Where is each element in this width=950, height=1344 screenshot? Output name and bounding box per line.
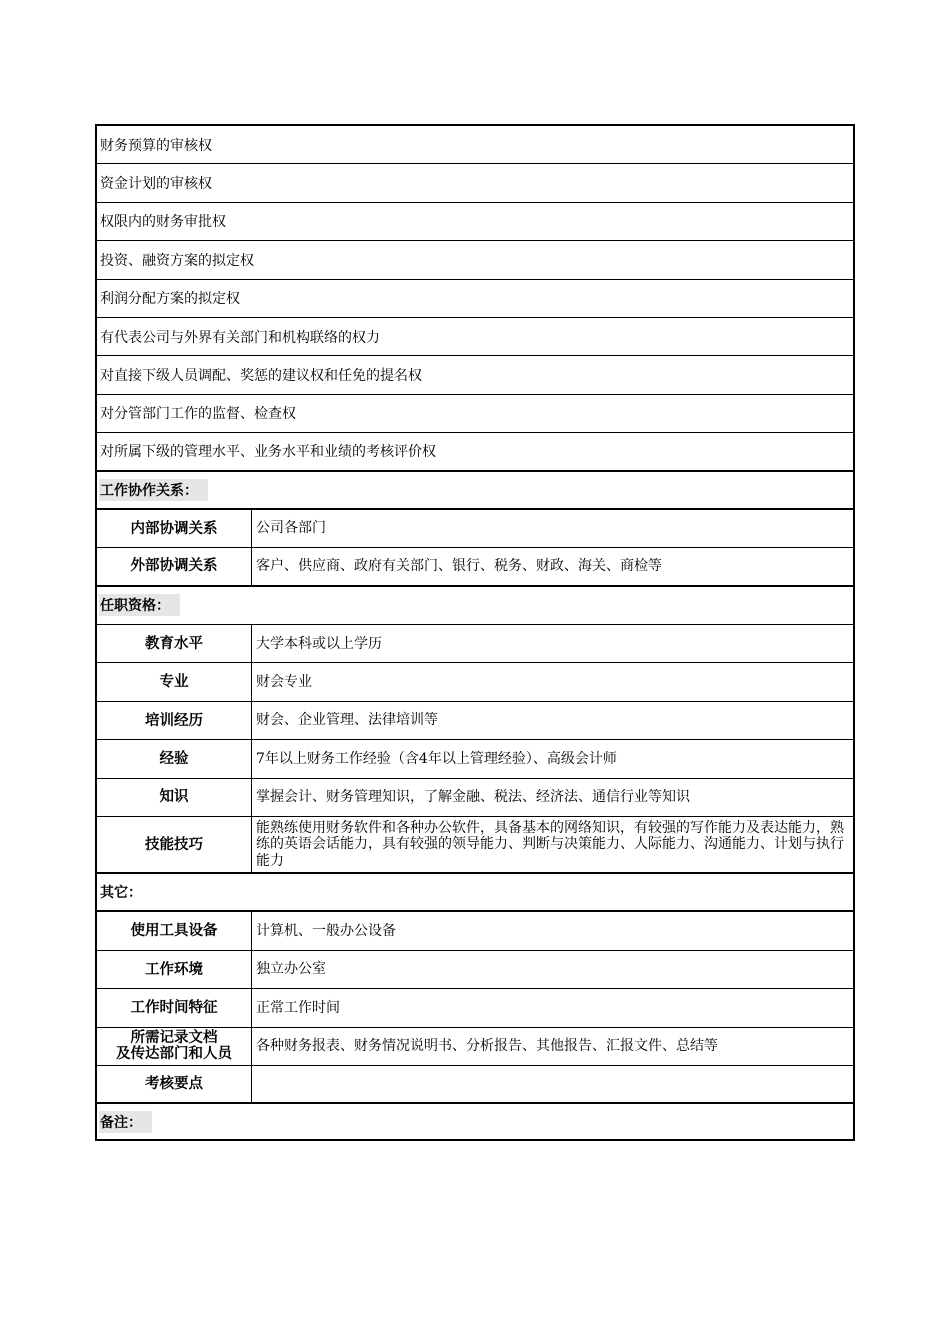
section-title: 其它： (100, 885, 142, 902)
other-row (97, 1028, 853, 1066)
authority-text: 资金计划的审核权 (100, 176, 212, 193)
cooperation-row (97, 548, 853, 586)
authority-text: 权限内的财务审批权 (100, 214, 226, 231)
row-label: 工作时间特征 (97, 989, 252, 1026)
authority-row (97, 241, 853, 279)
qualification-row (97, 817, 853, 874)
remarks-section-header (97, 1104, 853, 1139)
row-value: 能熟练使用财务软件和各种办公软件，具备基本的网络知识，有较强的写作能力及表达能力，熟练的英语会话能力，具有较强的领导能力、判断与决策能力、人际能力、沟通能力、计划与执行能力 (256, 819, 844, 869)
row-label: 经验 (97, 740, 252, 777)
authority-row (97, 318, 853, 356)
authority-row (97, 203, 853, 241)
row-label: 使用工具设备 (97, 912, 252, 949)
row-label: 外部协调关系 (97, 548, 252, 584)
authority-row (97, 280, 853, 318)
authority-row (97, 395, 853, 433)
authority-text: 财务预算的审核权 (100, 137, 212, 154)
row-value: 大学本科或以上学历 (256, 635, 382, 652)
authority-text: 对直接下级人员调配、奖惩的建议权和任免的提名权 (100, 368, 422, 385)
row-label: 考核要点 (97, 1066, 252, 1102)
job-description-table (95, 124, 855, 1141)
other-row (97, 912, 853, 950)
authority-text: 对所属下级的管理水平、业务水平和业绩的考核评价权 (100, 444, 436, 461)
authority-text: 对分管部门工作的监督、检查权 (100, 406, 296, 423)
row-label: 工作环境 (97, 951, 252, 988)
row-label: 知识 (97, 779, 252, 816)
row-value: 掌握会计、财务管理知识，了解金融、税法、经济法、通信行业等知识 (256, 789, 690, 806)
qualification-row (97, 625, 853, 663)
row-value (252, 1066, 853, 1102)
authority-row (97, 356, 853, 394)
row-value: 独立办公室 (256, 961, 326, 978)
qualification-row (97, 663, 853, 701)
row-value: 正常工作时间 (256, 999, 340, 1016)
row-label-line: 及传达部门和人员 (116, 1046, 232, 1063)
cooperation-section-header (97, 472, 853, 510)
row-value: 客户、供应商、政府有关部门、银行、税务、财政、海关、商检等 (256, 558, 662, 575)
other-section-header (97, 874, 853, 912)
section-title: 备注： (99, 1111, 152, 1133)
row-value: 7年以上财务工作经验（含4年以上管理经验）、高级会计师 (256, 750, 617, 767)
qualification-row (97, 740, 853, 778)
row-value: 公司各部门 (256, 520, 326, 537)
row-label: 教育水平 (97, 625, 252, 662)
row-label: 专业 (97, 663, 252, 700)
cooperation-row (97, 510, 853, 548)
row-label: 技能技巧 (97, 817, 252, 872)
authority-text: 投资、融资方案的拟定权 (100, 252, 254, 269)
authority-text: 有代表公司与外界有关部门和机构联络的权力 (100, 329, 380, 346)
row-value: 各种财务报表、财务情况说明书、分析报告、其他报告、汇报文件、总结等 (256, 1038, 718, 1055)
row-value: 计算机、一般办公设备 (256, 922, 396, 939)
authority-text: 利润分配方案的拟定权 (100, 291, 240, 308)
qualification-row (97, 702, 853, 740)
other-row (97, 951, 853, 989)
qualifications-section-header (97, 587, 853, 625)
authority-row (97, 126, 853, 164)
row-value: 财会专业 (256, 673, 312, 690)
row-value: 财会、企业管理、法律培训等 (256, 712, 438, 729)
row-label: 内部协调关系 (97, 510, 252, 547)
row-label: 培训经历 (97, 702, 252, 739)
row-label (97, 1028, 252, 1065)
row-label-line: 所需记录文档 (130, 1030, 218, 1047)
other-row (97, 1066, 853, 1104)
other-row (97, 989, 853, 1027)
qualification-row (97, 779, 853, 817)
authority-row (97, 433, 853, 471)
authority-row (97, 164, 853, 202)
section-title: 任职资格： (99, 594, 180, 616)
section-title: 工作协作关系： (99, 479, 208, 501)
